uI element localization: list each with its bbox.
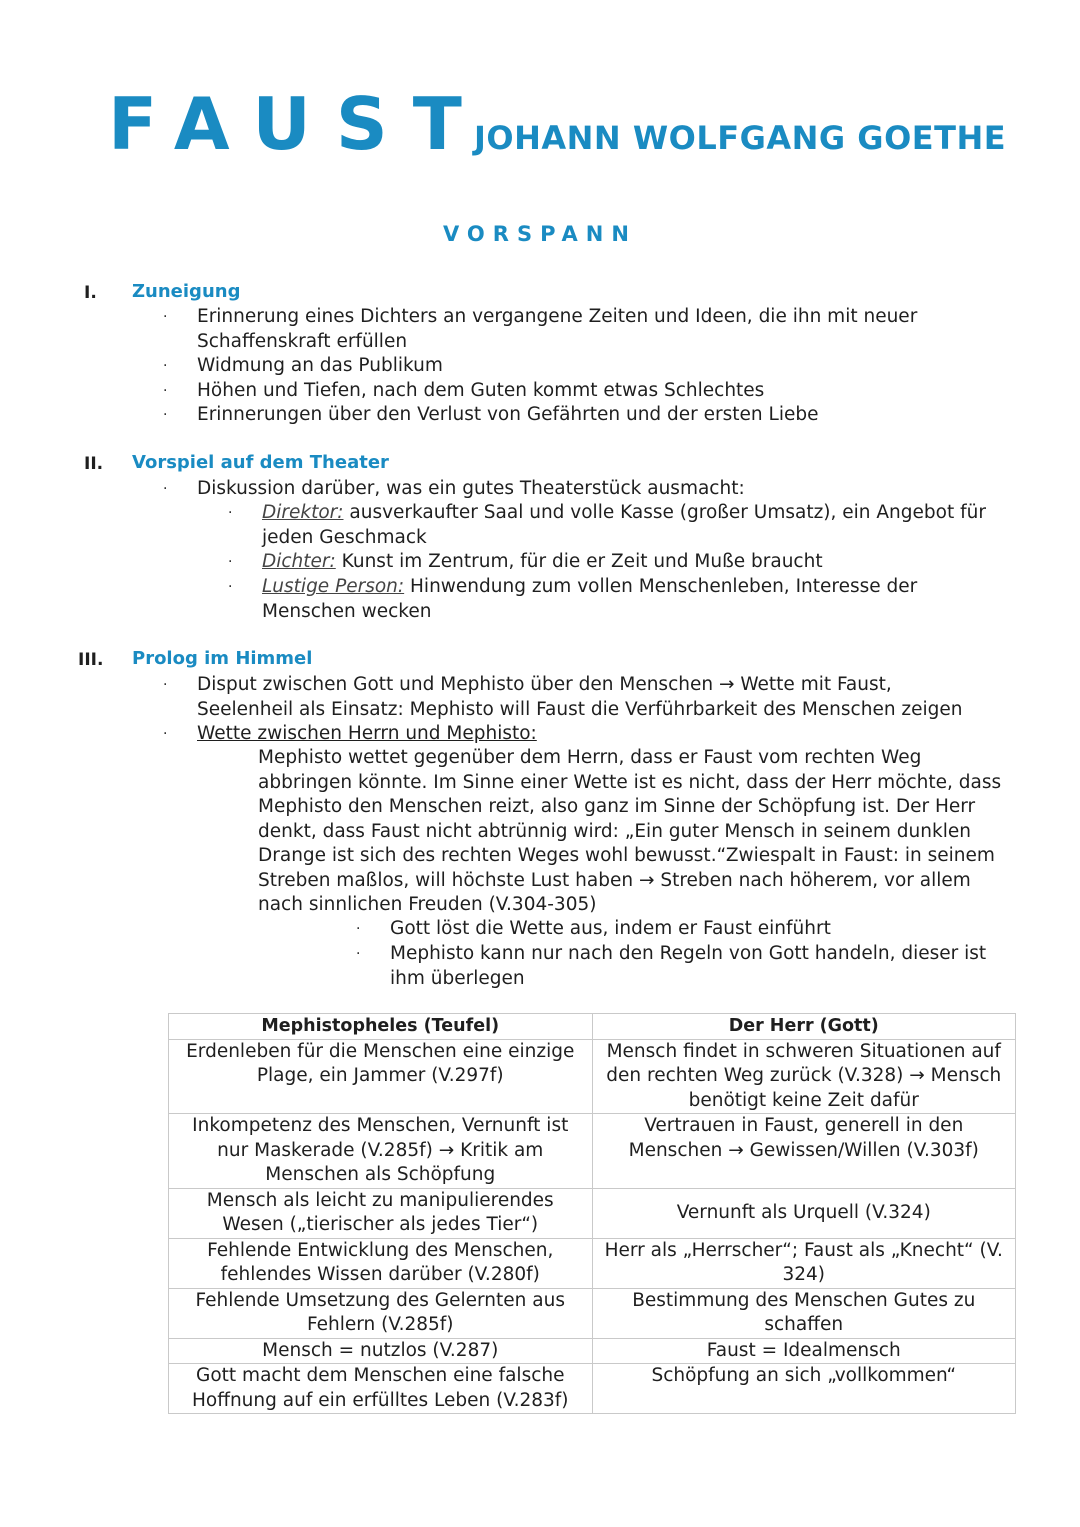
table-cell: Vernunft als Urquell (V.324) bbox=[592, 1188, 1016, 1238]
sub-list-item: · Lustige Person: Hinwendung zum vollen Menschenleben, Interesse der Menschen wecken bbox=[228, 576, 918, 622]
list-item: · Disput zwischen Gott und Mephisto über den Menschen → Wette mit Faust, Seelenheil als Einsatz: Mephisto will Faust die Verführbarkeit des Menschen zeigen bbox=[163, 674, 963, 720]
list-item: · Wette zwischen Herrn und Mephisto: bbox=[163, 723, 537, 744]
table-row bbox=[169, 1238, 1016, 1288]
section-3-numeral: III. bbox=[78, 650, 104, 670]
table-cell: Fehlende Umsetzung des Gelernten aus Fehlern (V.285f) bbox=[169, 1288, 593, 1338]
table-cell: Schöpfung an sich „vollkommen“ bbox=[592, 1364, 1016, 1414]
table-cell: Herr als „Herrscher“; Faust als „Knecht“ (V. 324) bbox=[592, 1238, 1016, 1288]
table-cell: Vertrauen in Faust, generell in den Menschen → Gewissen/Willen (V.303f) bbox=[592, 1114, 1016, 1189]
list-item: · Diskussion darüber, was ein gutes Theaterstück ausmacht: bbox=[163, 478, 745, 499]
table-header-herr: Der Herr (Gott) bbox=[592, 1014, 1016, 1040]
sub-list-item: · Mephisto kann nur nach den Regeln von Gott handeln, dieser ist ihm überlegen bbox=[356, 943, 987, 989]
list-item: · Höhen und Tiefen, nach dem Guten kommt etwas Schlechtes bbox=[163, 380, 765, 401]
table-cell: Inkompetenz des Menschen, Vernunft ist nur Maskerade (V.285f) → Kritik am Menschen als Schöpfung bbox=[169, 1114, 593, 1189]
table-row bbox=[169, 1364, 1016, 1414]
section-1-numeral: I. bbox=[84, 283, 97, 303]
table-row bbox=[169, 1114, 1016, 1189]
list-item: · Erinnerungen über den Verlust von Gefährten und der ersten Liebe bbox=[163, 404, 819, 425]
title-row bbox=[108, 82, 1006, 166]
table-row bbox=[169, 1338, 1016, 1364]
table-cell: Erdenleben für die Menschen eine einzige Plage, ein Jammer (V.297f) bbox=[169, 1039, 593, 1114]
document-author: JOHANN WOLFGANG GOETHE bbox=[473, 119, 1007, 157]
sub-list-item: · Direktor: ausverkaufter Saal und volle Kasse (großer Umsatz), ein Angebot für jeden Geschmack bbox=[228, 502, 986, 548]
section-3-title: Prolog im Himmel bbox=[132, 648, 313, 669]
list-item: · Widmung an das Publikum bbox=[163, 355, 443, 376]
list-item: · Erinnerung eines Dichters an vergangene Zeiten und Ideen, die ihn mit neuer Schaffenskraft erfüllen bbox=[163, 306, 918, 352]
sub-list-item: · Dichter: Kunst im Zentrum, für die er Zeit und Muße braucht bbox=[228, 551, 823, 572]
comparison-table bbox=[168, 1013, 1016, 1414]
role-label: Dichter: bbox=[262, 551, 336, 572]
table-row bbox=[169, 1039, 1016, 1114]
table-cell: Bestimmung des Menschen Gutes zu schaffen bbox=[592, 1288, 1016, 1338]
table-cell: Mensch = nutzlos (V.287) bbox=[169, 1338, 593, 1364]
section-heading: VORSPANN bbox=[443, 222, 637, 246]
section-1-title: Zuneigung bbox=[132, 281, 241, 302]
table-cell: Mensch als leicht zu manipulierendes Wesen („tierischer als jedes Tier“) bbox=[169, 1188, 593, 1238]
table-cell: Gott macht dem Menschen eine falsche Hoffnung auf ein erfülltes Leben (V.283f) bbox=[169, 1364, 593, 1414]
table-cell: Mensch findet in schweren Situationen auf den rechten Weg zurück (V.328) → Mensch benötigt keine Zeit dafür bbox=[592, 1039, 1016, 1114]
document-title: FAUST bbox=[108, 82, 487, 166]
table-cell: Fehlende Entwicklung des Menschen, fehlendes Wissen darüber (V.280f) bbox=[169, 1238, 593, 1288]
wette-paragraph: Mephisto wettet gegenüber dem Herrn, dass er Faust vom rechten Weg abbringen könnte. Im Sinne einer Wette ist es nicht, dass der Herr möchte, dass Mephisto den Menschen reizt, also ganz im Sinne der Schöpfung ist. Der Herr denkt, dass Faust nicht abtrünnig wird: „Ein guter Mensch in seinem dunklen Drange ist sich des rechten Weges wohl bewusst.“Zwiespalt in Faust: in seinem Streben maßlos, will höchste Lust haben → Streben nach höherem, vor allem nach sinnlichen Freuden (V.304-305) bbox=[258, 747, 1002, 915]
role-label: Direktor: bbox=[262, 502, 344, 523]
table-header-mephisto: Mephistopheles (Teufel) bbox=[169, 1014, 593, 1040]
table-row bbox=[169, 1288, 1016, 1338]
section-2-title: Vorspiel auf dem Theater bbox=[132, 452, 389, 473]
table-row bbox=[169, 1188, 1016, 1238]
section-2-numeral: II. bbox=[84, 454, 104, 474]
role-label: Lustige Person: bbox=[262, 576, 405, 597]
sub-list-item: · Gott löst die Wette aus, indem er Faust einführt bbox=[356, 918, 831, 939]
table-cell: Faust = Idealmensch bbox=[592, 1338, 1016, 1364]
table-header-row bbox=[169, 1014, 1016, 1040]
